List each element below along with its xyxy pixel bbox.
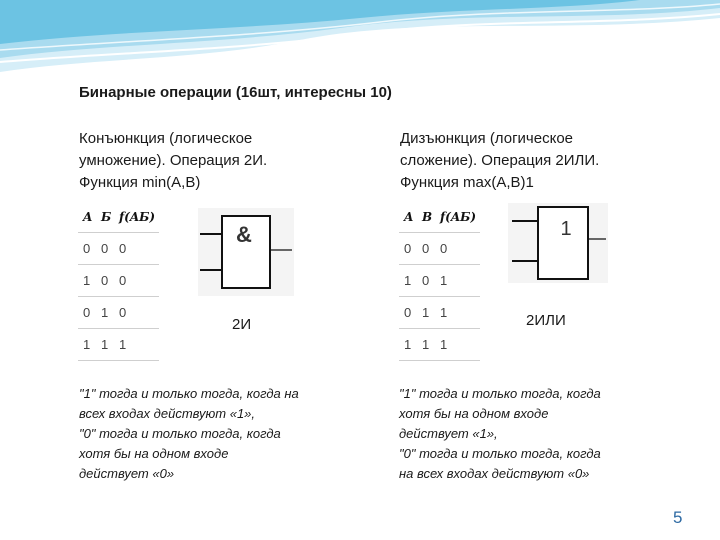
table-cell: 0 — [417, 233, 435, 265]
header-wave-decoration — [0, 0, 720, 90]
table-cell: 1 — [96, 297, 114, 329]
table-cell: 0 — [399, 297, 417, 329]
table-cell: 0 — [417, 265, 435, 297]
table-row — [78, 265, 159, 297]
conjunction-note: "1" тогда и только тогда, когда на всех входах действуют «1», "0" тогда и только тогда, когда хотя бы на одном входе действует «0» — [79, 386, 299, 481]
table-header-row — [399, 201, 480, 233]
table-cell: 0 — [114, 297, 159, 329]
table-row — [78, 297, 159, 329]
table-cell: 1 — [435, 329, 480, 361]
table-cell: 0 — [78, 233, 96, 265]
table-cell: 0 — [435, 233, 480, 265]
table-row — [399, 329, 480, 361]
table-cell: 1 — [78, 329, 96, 361]
and-symbol: & — [236, 222, 252, 247]
header-f: f(AБ) — [435, 201, 480, 233]
header-f: f(AБ) — [114, 201, 159, 233]
or-gate-diagram — [508, 203, 608, 283]
table-cell: 1 — [417, 329, 435, 361]
table-cell: 1 — [435, 265, 480, 297]
table-cell: 0 — [399, 233, 417, 265]
disjunction-heading: Дизъюнкция (логическое сложение). Операция 2ИЛИ. Функция max(A,B)1 — [400, 130, 600, 191]
header-b: B — [417, 201, 435, 233]
table-cell: 0 — [96, 233, 114, 265]
table-header-row — [78, 201, 159, 233]
table-row — [399, 265, 480, 297]
table-cell: 1 — [417, 297, 435, 329]
and-gate-diagram — [198, 208, 294, 296]
header-a: A — [78, 201, 96, 233]
slide-title: Бинарные операции (16шт, интересны 10) — [79, 84, 392, 101]
disjunction-note: "1" тогда и только тогда, когда хотя бы на одном входе действует «1», "0" тогда и только тогда, когда на всех входах действуют «0» — [399, 386, 601, 481]
or-gate-label: 2ИЛИ — [526, 312, 566, 329]
table-cell: 1 — [399, 265, 417, 297]
table-cell: 1 — [78, 265, 96, 297]
and-gate-label: 2И — [232, 316, 252, 333]
table-cell: 1 — [114, 329, 159, 361]
header-b: Б — [96, 201, 114, 233]
table-row — [78, 329, 159, 361]
table-row — [399, 233, 480, 265]
table-row — [78, 233, 159, 265]
page-number: 5 — [673, 508, 683, 527]
table-cell: 1 — [435, 297, 480, 329]
table-cell: 0 — [114, 233, 159, 265]
conjunction-truth-table — [78, 201, 159, 361]
table-cell: 0 — [114, 265, 159, 297]
conjunction-heading: Конъюнкция (логическое умножение). Операция 2И. Функция min(A,B) — [79, 130, 268, 191]
disjunction-truth-table — [399, 201, 480, 361]
table-cell: 1 — [96, 329, 114, 361]
or-symbol: 1 — [560, 218, 572, 240]
table-cell: 0 — [78, 297, 96, 329]
header-a: A — [399, 201, 417, 233]
table-cell: 0 — [96, 265, 114, 297]
table-cell: 1 — [399, 329, 417, 361]
table-row — [399, 297, 480, 329]
